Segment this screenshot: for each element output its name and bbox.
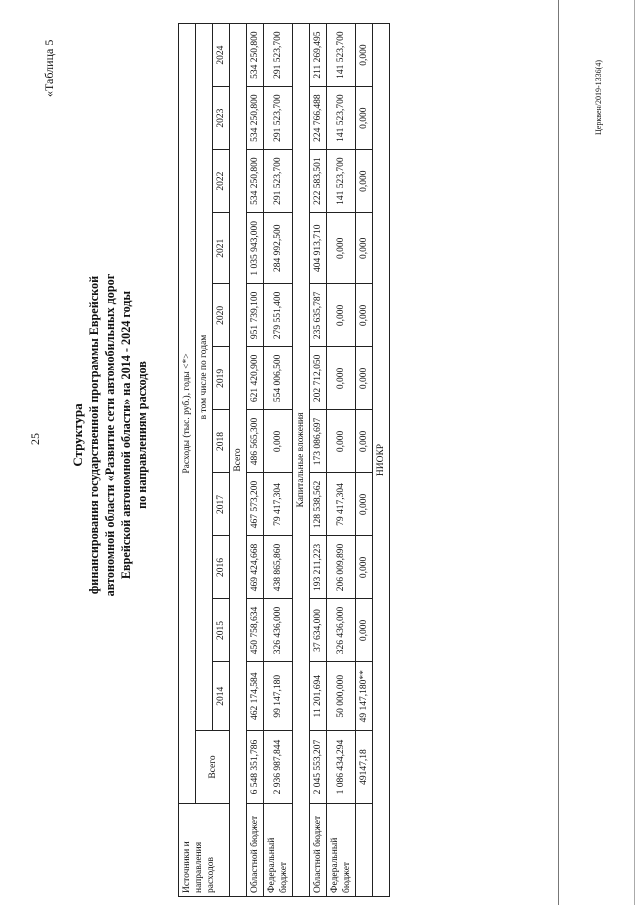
table-row — [264, 24, 293, 897]
year-value-cell: 0,000 — [356, 284, 373, 347]
year-header: 2016 — [213, 536, 230, 599]
year-value-cell: 0,000 — [327, 410, 356, 473]
year-header: 2014 — [213, 662, 230, 731]
year-value-cell: 193 211,223 — [310, 536, 327, 599]
title-line-2: финансирования государственной программы Еврейской — [87, 275, 101, 595]
section-title: Всего — [230, 24, 247, 897]
year-value-cell: 141 523,700 — [327, 87, 356, 150]
source-cell — [356, 804, 373, 897]
year-value-cell: 0,000 — [264, 410, 293, 473]
total-cell: 2 045 553,207 — [310, 731, 327, 804]
year-header: 2020 — [213, 284, 230, 347]
year-value-cell: 284 992,500 — [264, 213, 293, 284]
year-value-cell: 438 865,860 — [264, 536, 293, 599]
year-header: 2018 — [213, 410, 230, 473]
title-line-4: Еврейской автономной области» на 2014 - 2024 годы — [119, 290, 133, 580]
year-value-cell: 462 174,584 — [247, 662, 264, 731]
year-value-cell: 534 250,800 — [247, 24, 264, 87]
year-value-cell: 326 436,000 — [327, 599, 356, 662]
scan-edge-line — [634, 0, 635, 905]
section-title: НИОКР — [373, 24, 390, 897]
title-line-5: по направлениям расходов — [135, 361, 149, 509]
year-value-cell: 291 523,700 — [264, 87, 293, 150]
year-value-cell: 99 147,180 — [264, 662, 293, 731]
year-header: 2023 — [213, 87, 230, 150]
year-value-cell: 79 417,304 — [327, 473, 356, 536]
year-value-cell: 173 086,697 — [310, 410, 327, 473]
year-value-cell: 951 739,100 — [247, 284, 264, 347]
total-cell: 2 936 987,844 — [264, 731, 293, 804]
page-number: 25 — [28, 433, 42, 445]
year-value-cell: 224 766,488 — [310, 87, 327, 150]
table-row — [356, 24, 373, 897]
year-value-cell: 554 006,500 — [264, 347, 293, 410]
year-value-cell: 291 523,700 — [264, 150, 293, 213]
year-value-cell: 450 758,634 — [247, 599, 264, 662]
year-value-cell: 1 035 943,000 — [247, 213, 264, 284]
year-value-cell: 0,000 — [356, 150, 373, 213]
header-sources: Источники и направления расходов — [179, 804, 230, 897]
year-value-cell: 206 009,890 — [327, 536, 356, 599]
year-header: 2019 — [213, 347, 230, 410]
table-row — [247, 24, 264, 897]
document-code: Церквен/2019-1336(4) — [594, 60, 603, 135]
section-row — [293, 24, 310, 897]
header-expenses: Расходы (тыс. руб.), годы <*> — [179, 24, 196, 804]
year-header: 2015 — [213, 599, 230, 662]
table-label: «Таблица 5 — [42, 39, 56, 97]
section-row — [230, 24, 247, 897]
year-value-cell: 222 583,501 — [310, 150, 327, 213]
year-value-cell: 0,000 — [356, 473, 373, 536]
year-value-cell: 0,000 — [356, 213, 373, 284]
year-value-cell: 128 538,562 — [310, 473, 327, 536]
title-line-3: автономной области «Развитие сети автомобильных дорог — [103, 273, 117, 597]
year-value-cell: 211 269,495 — [310, 24, 327, 87]
total-cell: 1 086 434,294 — [327, 731, 356, 804]
source-cell: Федеральный бюджет — [327, 804, 356, 897]
year-value-cell: 291 523,700 — [264, 24, 293, 87]
year-value-cell: 0,000 — [356, 599, 373, 662]
funding-table — [178, 23, 390, 897]
year-value-cell: 0,000 — [327, 347, 356, 410]
source-cell: Областной бюджет — [247, 804, 264, 897]
year-value-cell: 141 523,700 — [327, 24, 356, 87]
year-value-cell: 79 417,304 — [264, 473, 293, 536]
year-value-cell: 235 635,787 — [310, 284, 327, 347]
header-total: Всего — [196, 731, 230, 804]
year-value-cell: 0,000 — [327, 213, 356, 284]
year-value-cell: 50 000,000 — [327, 662, 356, 731]
year-value-cell: 534 250,800 — [247, 150, 264, 213]
year-value-cell: 0,000 — [356, 24, 373, 87]
year-value-cell: 467 573,200 — [247, 473, 264, 536]
year-value-cell: 486 565,300 — [247, 410, 264, 473]
year-value-cell: 0,000 — [327, 284, 356, 347]
section-row — [373, 24, 390, 897]
year-value-cell: 469 424,668 — [247, 536, 264, 599]
year-value-cell: 202 712,050 — [310, 347, 327, 410]
year-value-cell: 621 420,900 — [247, 347, 264, 410]
year-value-cell: 11 201,694 — [310, 662, 327, 731]
table-row — [310, 24, 327, 897]
table-body — [230, 24, 390, 897]
year-value-cell: 404 913,710 — [310, 213, 327, 284]
total-cell: 6 548 351,786 — [247, 731, 264, 804]
year-value-cell: 49 147,180** — [356, 662, 373, 731]
year-value-cell: 0,000 — [356, 410, 373, 473]
section-title: Капитальные вложения — [293, 24, 310, 897]
header-by-years: в том числе по годам — [196, 24, 213, 731]
title-line-1: Структура — [70, 403, 85, 467]
year-header: 2017 — [213, 473, 230, 536]
total-cell: 49147,18 — [356, 731, 373, 804]
year-header: 2021 — [213, 213, 230, 284]
year-value-cell: 37 634,000 — [310, 599, 327, 662]
scan-margin-line — [558, 0, 559, 905]
source-cell: Областной бюджет — [310, 804, 327, 897]
year-value-cell: 534 250,800 — [247, 87, 264, 150]
year-value-cell: 0,000 — [356, 347, 373, 410]
table-row — [327, 24, 356, 897]
year-value-cell: 141 523,700 — [327, 150, 356, 213]
source-cell: Федеральный бюджет — [264, 804, 293, 897]
year-value-cell: 279 551,400 — [264, 284, 293, 347]
year-header: 2022 — [213, 150, 230, 213]
year-header: 2024 — [213, 24, 230, 87]
year-value-cell: 326 436,000 — [264, 599, 293, 662]
document-title — [70, 155, 150, 715]
year-value-cell: 0,000 — [356, 536, 373, 599]
year-value-cell: 0,000 — [356, 87, 373, 150]
